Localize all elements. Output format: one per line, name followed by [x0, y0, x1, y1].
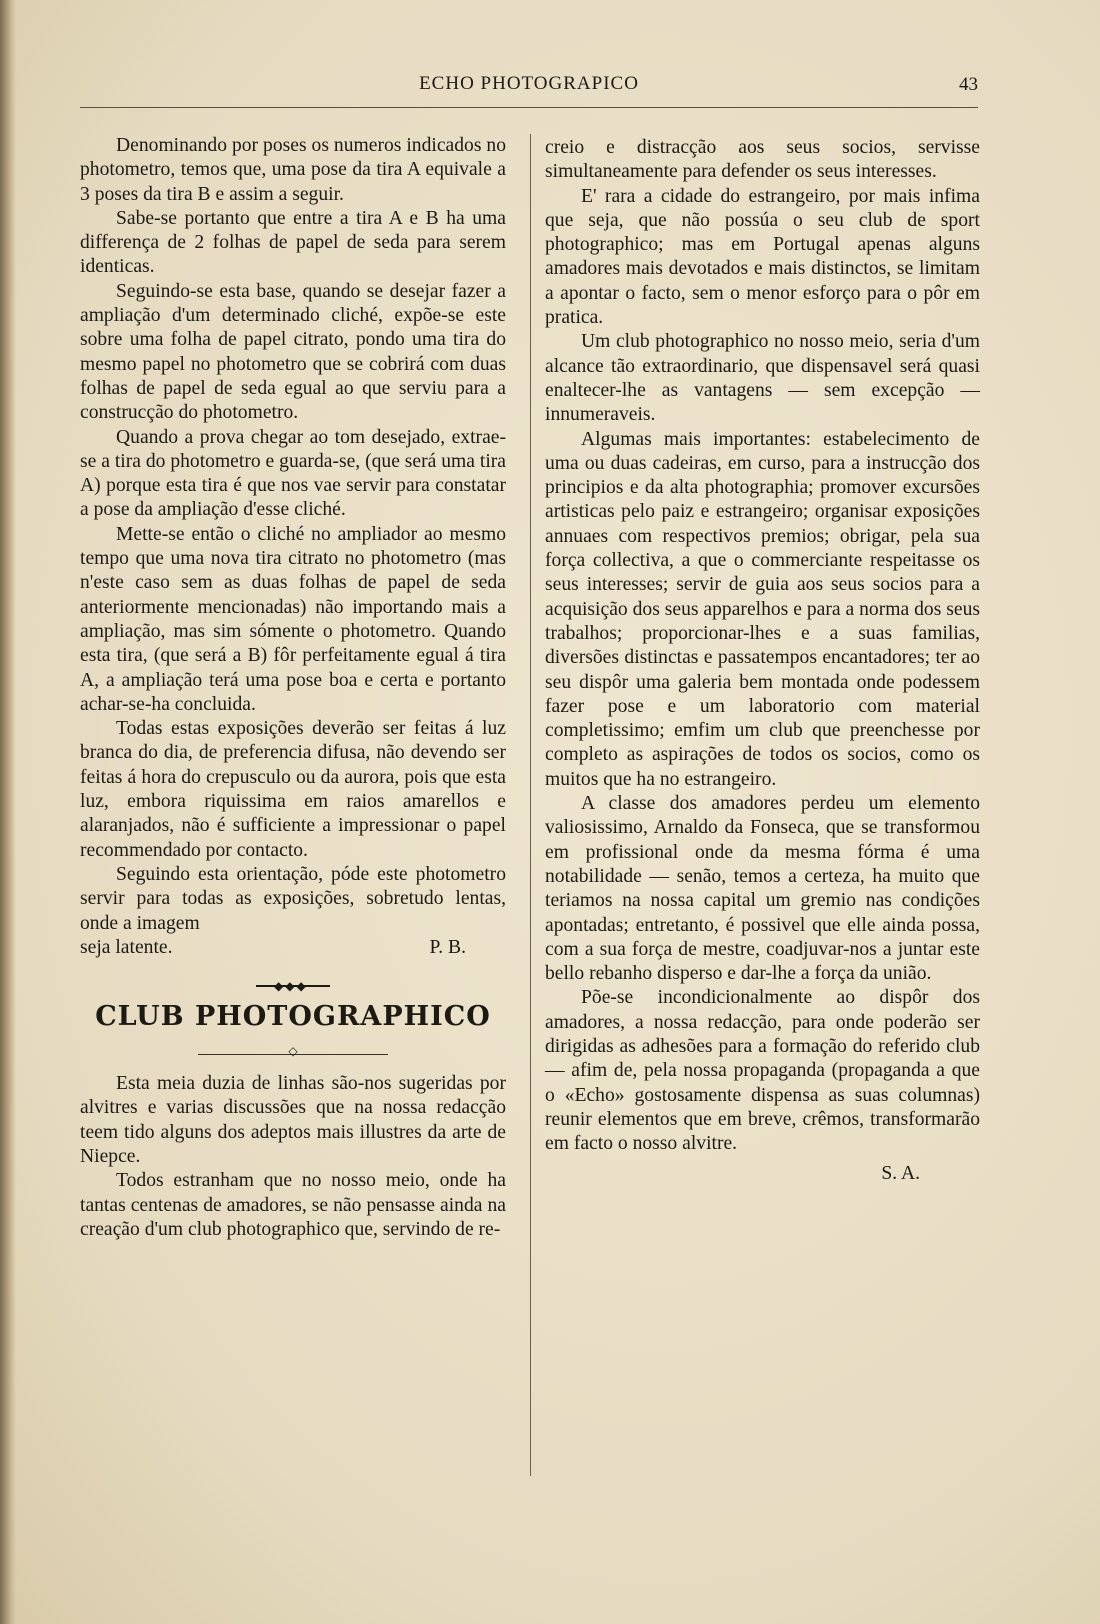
ornament-icon	[256, 981, 330, 991]
ornament-divider	[80, 974, 506, 988]
paragraph: Seguindo-se esta base, quando se desejar fazer a ampliação d'um determinado cliché, expõe-se este sobre uma folha de papel citrato, pondo uma tira do mesmo papel no photometro que se cobrirá com duas folhas de papel de seda egual ao que serviu para a construcção do photometro.	[80, 280, 506, 424]
paragraph: Sabe-se portanto que entre a tira A e B ha uma differença de 2 folhas de papel de seda para serem identicas.	[80, 207, 506, 278]
closing-text: seja latente.	[80, 936, 173, 958]
column-divider	[530, 134, 531, 1476]
section-title: CLUB PHOTOGRAPHICO	[95, 1001, 491, 1033]
paragraph: Todos estranham que no nosso meio, onde ha tantas centenas de amadores, se não pensasse ainda na creação d'um club photographico que, servindo de re-	[80, 1170, 506, 1240]
paragraph: A classe dos amadores perdeu um elemento valiosissimo, Arnaldo da Fonseca, que se transformou em profissional onde da mesma fórma é uma notabilidade — senão, temos a certeza, ha muito que teriamos na nossa capital um gremio nas condições apontadas; entretanto, é possivel que elle ainda possa, com a sua força de mestre, coadjuvar-nos a juntar este bello rebanho disperso e dar-lhe a força da união.	[545, 793, 980, 985]
paragraph: Um club photographico no nosso meio, seria d'um alcance tão extraordinario, que dispensavel será quasi enaltecer-lhe as vantagens — sem excepção — innumeraveis.	[545, 331, 980, 426]
paragraph: Todas estas exposições deverão ser feitas á luz branca do dia, de preferencia difusa, não devendo ser feitas á hora do crepusculo ou da aurora, pois que esta luz, embora riquissima em raios amarellos e alaranjados, não é sufficiente a impressionar o papel recommendado por contacto.	[80, 718, 506, 861]
paragraph: Esta meia duzia de linhas são-nos sugeridas por alvitres e varias discussões que na nossa redacção teem tido alguns dos adeptos mais illustres da arte de Niepce.	[80, 1073, 506, 1167]
paragraph: E' rara a cidade do estrangeiro, por mais infima que seja, que não possúa o seu club de sport photographico; mas em Portugal apenas alguns amadores mais devotados e mais distinctos, se limitam a apontar o facto, sem o menor esforço para o pôr em pratica.	[545, 185, 980, 329]
diamond-icon: ◇	[288, 1044, 298, 1059]
paragraph: Quando a prova chegar ao tom desejado, extrae-se a tira do photometro e guarda-se, (que será uma tira A) porque esta tira é que nos vae servir para constatar a pose da ampliação d'esse cliché.	[80, 426, 506, 521]
right-column	[545, 136, 980, 1187]
paragraph-continuation: creio e distracção aos seus socios, servisse simultaneamente para defender os seus interesses.	[545, 137, 980, 183]
paragraph: Mette-se então o cliché no ampliador ao mesmo tempo que uma nova tira citrato no photometro (mas n'este caso sem as duas folhas de papel de seda anteriormente mencionadas) não importando mais a ampliação, mas sim sómente o photometro. Quando esta tira, (que será a B) fôr perfeitamente egual á tira A, a ampliação terá uma pose boa e certa e portanto achar-se-ha concluida.	[80, 523, 506, 715]
running-head	[80, 70, 978, 96]
paragraph: Seguindo esta orientação, póde este photometro servir para todas as exposições, sobretudo lentas, onde a imagem	[80, 863, 506, 934]
page-number: 43	[959, 74, 978, 95]
paragraph: Denominando por poses os numeros indicados no photometro, temos que, uma pose da tira A equivale a 3 poses da tira B e assim a seguir.	[80, 135, 506, 205]
running-title: ECHO PHOTOGRAPICO	[419, 73, 639, 94]
paragraph: Algumas mais importantes: estabelecimento de uma ou duas cadeiras, em curso, para a instrucção dos principios e da alta photographia; promover excursões artisticas pelo paiz e estrangeiro; organisar exposições annuaes com respectivos premios; obrigar, pela sua força collectiva, a que o commerciante respeitasse os seus interesses; servir de guia aos seus socios para a acquisição dos seus apparelhos e para a norma dos seus trabalhos; proporcionar-lhes e a suas familias, diversões distinctas e passatempos encantadores; ter ao seu dispôr uma galeria bem montada onde podessem fazer pose e um laboratorio com material completissimo; emfim um club que preenchesse por completo as aspirações de todos os socios, como os muitos que ha no estrangeiro.	[545, 428, 980, 790]
header-rule	[80, 107, 978, 108]
article-closing-line	[80, 936, 506, 960]
author-signature: P. B.	[429, 936, 466, 958]
title-rule	[80, 1042, 506, 1060]
author-signature: S. A.	[881, 1163, 920, 1185]
paragraph: Põe-se incondicionalmente ao dispôr dos amadores, a nossa redacção, para onde poderão ser dirigidas as adhesões para a formação do referido club — afim de, pela nossa propaganda (propaganda a que o «Echo» gostosamente dispensa as suas columnas) reunir elementos que em breve, crêmos, transformarão em facto o nosso alvitre.	[545, 987, 980, 1155]
book-spine-shadow	[0, 0, 16, 1624]
left-column	[80, 134, 506, 1242]
